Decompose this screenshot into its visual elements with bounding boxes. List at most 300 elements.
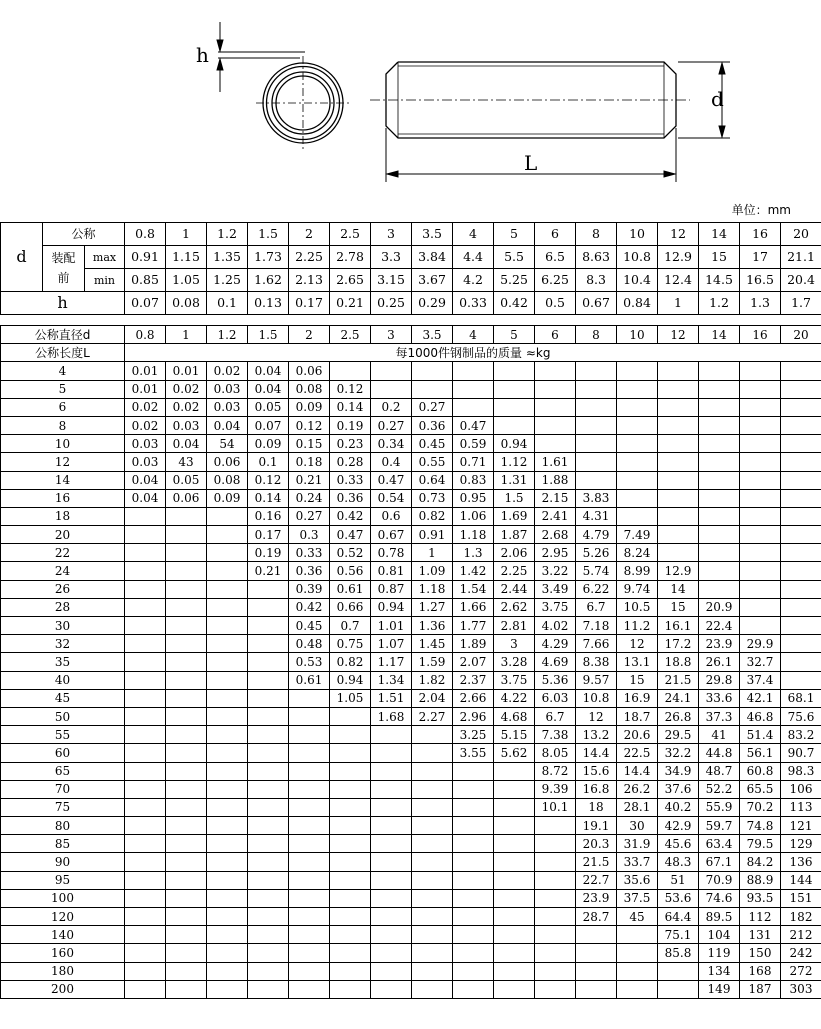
mass-value: 104 bbox=[699, 926, 740, 944]
table-row bbox=[1, 453, 821, 471]
mass-value: 151 bbox=[781, 889, 821, 907]
mass-value: 90.7 bbox=[781, 744, 821, 762]
mass-value bbox=[330, 362, 371, 380]
unit-label: 单位：mm bbox=[731, 203, 791, 217]
mass-value bbox=[781, 453, 821, 471]
nominal-value: 8 bbox=[576, 223, 617, 246]
mass-value: 26.1 bbox=[699, 653, 740, 671]
mass-value bbox=[166, 526, 207, 544]
mass-value bbox=[453, 817, 494, 835]
mass-value: 106 bbox=[781, 780, 821, 798]
mass-value: 93.5 bbox=[740, 889, 781, 907]
length-value: 95 bbox=[1, 871, 125, 889]
mass-value bbox=[781, 435, 821, 453]
nominal-value: 16 bbox=[740, 223, 781, 246]
nominal-value: 4 bbox=[453, 223, 494, 246]
d-max-value: 1.73 bbox=[248, 246, 289, 269]
nominal-value: 1.5 bbox=[248, 223, 289, 246]
mass-value bbox=[125, 707, 166, 725]
mass-value bbox=[453, 835, 494, 853]
diameter-value: 5 bbox=[494, 326, 535, 344]
h-value: 0.84 bbox=[617, 292, 658, 315]
mass-value bbox=[166, 889, 207, 907]
mass-value: 0.59 bbox=[453, 435, 494, 453]
length-value: 50 bbox=[1, 707, 125, 725]
mass-value: 1.51 bbox=[371, 689, 412, 707]
mass-table bbox=[0, 325, 821, 999]
nominal-value: 0.8 bbox=[125, 223, 166, 246]
mass-value: 16.8 bbox=[576, 780, 617, 798]
mass-value: 20.9 bbox=[699, 598, 740, 616]
mass-value: 144 bbox=[781, 871, 821, 889]
d-min-value: 10.4 bbox=[617, 269, 658, 292]
d-min-value: 2.65 bbox=[330, 269, 371, 292]
mass-value bbox=[371, 362, 412, 380]
mass-value bbox=[699, 544, 740, 562]
mass-value bbox=[576, 471, 617, 489]
mass-value: 0.71 bbox=[453, 453, 494, 471]
mass-value: 1.12 bbox=[494, 453, 535, 471]
mass-value: 1.05 bbox=[330, 689, 371, 707]
mass-value: 1.17 bbox=[371, 653, 412, 671]
mass-value bbox=[371, 780, 412, 798]
nominal-value: 2.5 bbox=[330, 223, 371, 246]
mass-value: 0.28 bbox=[330, 453, 371, 471]
diameter-value: 1.2 bbox=[207, 326, 248, 344]
length-value: 12 bbox=[1, 453, 125, 471]
mass-value: 67.1 bbox=[699, 853, 740, 871]
mass-value bbox=[740, 398, 781, 416]
nominal-value: 6 bbox=[535, 223, 576, 246]
mass-value bbox=[207, 780, 248, 798]
mass-value: 0.12 bbox=[330, 380, 371, 398]
mass-value: 15 bbox=[658, 598, 699, 616]
length-value: 180 bbox=[1, 962, 125, 980]
mass-value: 0.36 bbox=[330, 489, 371, 507]
mass-value: 14 bbox=[658, 580, 699, 598]
table-row bbox=[1, 835, 821, 853]
length-value: 45 bbox=[1, 689, 125, 707]
table-row bbox=[1, 635, 821, 653]
mass-value bbox=[453, 926, 494, 944]
mass-value bbox=[781, 617, 821, 635]
diameter-value: 4 bbox=[453, 326, 494, 344]
mass-value bbox=[207, 744, 248, 762]
mass-value bbox=[371, 980, 412, 998]
mass-value: 0.02 bbox=[125, 416, 166, 434]
mass-value bbox=[658, 435, 699, 453]
d-max-value: 12.9 bbox=[658, 246, 699, 269]
length-value: 10 bbox=[1, 435, 125, 453]
mass-value: 75.6 bbox=[781, 707, 821, 725]
table-row bbox=[1, 671, 821, 689]
mass-value bbox=[699, 416, 740, 434]
mass-value bbox=[207, 707, 248, 725]
mass-value bbox=[330, 780, 371, 798]
mass-value: 0.55 bbox=[412, 453, 453, 471]
mass-value bbox=[330, 871, 371, 889]
diameter-value: 3 bbox=[371, 326, 412, 344]
mass-value bbox=[166, 562, 207, 580]
mass-value: 42.9 bbox=[658, 817, 699, 835]
mass-value bbox=[535, 362, 576, 380]
mass-value: 33.6 bbox=[699, 689, 740, 707]
mass-value bbox=[781, 653, 821, 671]
length-value: 4 bbox=[1, 362, 125, 380]
mass-value: 4.29 bbox=[535, 635, 576, 653]
nominal-value: 3 bbox=[371, 223, 412, 246]
mass-value: 23.9 bbox=[699, 635, 740, 653]
mass-value bbox=[494, 962, 535, 980]
mass-value: 10.5 bbox=[617, 598, 658, 616]
mass-value: 272 bbox=[781, 962, 821, 980]
mass-value bbox=[125, 671, 166, 689]
table-row bbox=[1, 398, 821, 416]
mass-value bbox=[248, 817, 289, 835]
mass-value: 212 bbox=[781, 926, 821, 944]
mass-value: 0.14 bbox=[330, 398, 371, 416]
mass-value bbox=[576, 980, 617, 998]
mass-value bbox=[412, 926, 453, 944]
table-row bbox=[1, 580, 821, 598]
mass-value: 33.7 bbox=[617, 853, 658, 871]
h-value: 0.17 bbox=[289, 292, 330, 315]
spec-max-row bbox=[1, 246, 821, 269]
mass-value: 9.74 bbox=[617, 580, 658, 598]
mass-value bbox=[494, 871, 535, 889]
mass-value: 0.75 bbox=[330, 635, 371, 653]
mass-value: 0.27 bbox=[289, 507, 330, 525]
mass-value bbox=[371, 817, 412, 835]
mass-value: 31.9 bbox=[617, 835, 658, 853]
length-value: 60 bbox=[1, 744, 125, 762]
mass-value: 0.09 bbox=[248, 435, 289, 453]
mass-value bbox=[781, 562, 821, 580]
mass-value: 0.95 bbox=[453, 489, 494, 507]
mass-value: 2.37 bbox=[453, 671, 494, 689]
mass-value: 28.1 bbox=[617, 798, 658, 816]
mass-value: 83.2 bbox=[781, 726, 821, 744]
mass-value: 4.22 bbox=[494, 689, 535, 707]
d-max-value: 17 bbox=[740, 246, 781, 269]
nominal-value: 2 bbox=[289, 223, 330, 246]
mass-value bbox=[125, 926, 166, 944]
mass-value bbox=[535, 944, 576, 962]
mass-value bbox=[166, 835, 207, 853]
mass-value: 21.5 bbox=[576, 853, 617, 871]
length-value: 22 bbox=[1, 544, 125, 562]
mass-value: 0.66 bbox=[330, 598, 371, 616]
mass-value bbox=[617, 435, 658, 453]
mass-value bbox=[371, 908, 412, 926]
mass-value: 2.27 bbox=[412, 707, 453, 725]
mass-value bbox=[453, 398, 494, 416]
mass-value: 6.03 bbox=[535, 689, 576, 707]
mass-value bbox=[494, 380, 535, 398]
mass-value: 0.87 bbox=[371, 580, 412, 598]
mass-value bbox=[371, 944, 412, 962]
diameter-value: 0.8 bbox=[125, 326, 166, 344]
mass-value bbox=[781, 507, 821, 525]
mass-value bbox=[207, 562, 248, 580]
table-row bbox=[1, 526, 821, 544]
mass-value bbox=[535, 962, 576, 980]
length-header: 公称长度L bbox=[1, 344, 125, 362]
mass-value bbox=[781, 380, 821, 398]
mass-value: 28.7 bbox=[576, 908, 617, 926]
mass-value bbox=[207, 580, 248, 598]
mass-value bbox=[617, 489, 658, 507]
mass-value bbox=[207, 817, 248, 835]
mass-value bbox=[371, 762, 412, 780]
d-min-value: 3.67 bbox=[412, 269, 453, 292]
mass-value: 6.22 bbox=[576, 580, 617, 598]
mass-value bbox=[412, 889, 453, 907]
mass-caption-row bbox=[1, 344, 821, 362]
mass-value bbox=[207, 598, 248, 616]
nominal-value: 20 bbox=[781, 223, 821, 246]
mass-value: 0.47 bbox=[371, 471, 412, 489]
mass-value bbox=[248, 744, 289, 762]
mass-value bbox=[166, 726, 207, 744]
mass-value: 8.99 bbox=[617, 562, 658, 580]
mass-value bbox=[535, 980, 576, 998]
nominal-value: 3.5 bbox=[412, 223, 453, 246]
mass-value bbox=[289, 726, 330, 744]
mass-value: 0.04 bbox=[125, 471, 166, 489]
mass-value: 1.77 bbox=[453, 617, 494, 635]
mass-value: 4.79 bbox=[576, 526, 617, 544]
mass-value: 1.89 bbox=[453, 635, 494, 653]
mass-value bbox=[412, 908, 453, 926]
mass-value bbox=[207, 635, 248, 653]
mass-value: 2.07 bbox=[453, 653, 494, 671]
mass-value: 85.8 bbox=[658, 944, 699, 962]
mass-value bbox=[494, 926, 535, 944]
mass-value: 19.1 bbox=[576, 817, 617, 835]
mass-value: 2.04 bbox=[412, 689, 453, 707]
min-label: min bbox=[85, 269, 125, 292]
mass-value bbox=[166, 653, 207, 671]
mass-value: 182 bbox=[781, 908, 821, 926]
mass-value: 0.21 bbox=[289, 471, 330, 489]
mass-value: 0.05 bbox=[166, 471, 207, 489]
mass-value bbox=[330, 926, 371, 944]
mass-value bbox=[535, 871, 576, 889]
length-value: 70 bbox=[1, 780, 125, 798]
mass-value: 37.3 bbox=[699, 707, 740, 725]
table-row bbox=[1, 762, 821, 780]
mass-value: 48.7 bbox=[699, 762, 740, 780]
length-value: 160 bbox=[1, 944, 125, 962]
mass-value bbox=[125, 798, 166, 816]
mass-value: 0.07 bbox=[248, 416, 289, 434]
mass-value bbox=[207, 944, 248, 962]
length-value: 16 bbox=[1, 489, 125, 507]
mass-value bbox=[330, 707, 371, 725]
mass-value bbox=[330, 908, 371, 926]
mass-value bbox=[248, 617, 289, 635]
mass-value: 0.47 bbox=[330, 526, 371, 544]
mass-value bbox=[617, 980, 658, 998]
mass-value bbox=[453, 962, 494, 980]
d-max-value: 10.8 bbox=[617, 246, 658, 269]
mass-value: 0.56 bbox=[330, 562, 371, 580]
mass-value: 2.66 bbox=[453, 689, 494, 707]
diameter-value: 12 bbox=[658, 326, 699, 344]
mass-value bbox=[371, 726, 412, 744]
mass-value bbox=[576, 398, 617, 416]
mass-value bbox=[535, 398, 576, 416]
mass-value bbox=[207, 798, 248, 816]
mass-value: 0.03 bbox=[207, 398, 248, 416]
mass-value: 0.45 bbox=[289, 617, 330, 635]
mass-value: 131 bbox=[740, 926, 781, 944]
mass-value bbox=[699, 398, 740, 416]
mass-value bbox=[166, 544, 207, 562]
mass-value bbox=[740, 580, 781, 598]
mass-value: 136 bbox=[781, 853, 821, 871]
mass-value: 7.49 bbox=[617, 526, 658, 544]
mass-value bbox=[453, 889, 494, 907]
mass-value: 4.02 bbox=[535, 617, 576, 635]
mass-value bbox=[535, 435, 576, 453]
mass-value bbox=[658, 416, 699, 434]
mass-value bbox=[371, 962, 412, 980]
mass-value bbox=[248, 780, 289, 798]
mass-value: 0.36 bbox=[289, 562, 330, 580]
mass-value: 0.02 bbox=[166, 398, 207, 416]
mass-value: 12.9 bbox=[658, 562, 699, 580]
mass-value: 1.42 bbox=[453, 562, 494, 580]
mass-value bbox=[207, 980, 248, 998]
mass-value: 0.81 bbox=[371, 562, 412, 580]
mass-value bbox=[740, 526, 781, 544]
mass-value: 0.82 bbox=[330, 653, 371, 671]
mass-value bbox=[781, 526, 821, 544]
mass-value: 1.54 bbox=[453, 580, 494, 598]
mass-value: 3.83 bbox=[576, 489, 617, 507]
mass-value bbox=[699, 580, 740, 598]
mass-value bbox=[617, 453, 658, 471]
h-value: 0.42 bbox=[494, 292, 535, 315]
mass-value bbox=[289, 835, 330, 853]
d-min-value: 0.85 bbox=[125, 269, 166, 292]
mass-value: 0.01 bbox=[125, 362, 166, 380]
table-row bbox=[1, 926, 821, 944]
d-max-value: 1.35 bbox=[207, 246, 248, 269]
mass-value bbox=[576, 926, 617, 944]
mass-value bbox=[740, 380, 781, 398]
mass-value: 20.6 bbox=[617, 726, 658, 744]
mass-value: 29.5 bbox=[658, 726, 699, 744]
mass-value bbox=[248, 853, 289, 871]
mass-value bbox=[576, 962, 617, 980]
mass-value: 0.33 bbox=[289, 544, 330, 562]
mass-value bbox=[494, 780, 535, 798]
mass-value bbox=[412, 853, 453, 871]
mass-value: 0.47 bbox=[453, 416, 494, 434]
mass-value bbox=[248, 653, 289, 671]
mass-value bbox=[535, 416, 576, 434]
mass-value: 26.8 bbox=[658, 707, 699, 725]
mass-value: 0.04 bbox=[248, 362, 289, 380]
mass-value: 21.5 bbox=[658, 671, 699, 689]
mass-value bbox=[248, 671, 289, 689]
mass-value: 5.74 bbox=[576, 562, 617, 580]
mass-value: 0.09 bbox=[289, 398, 330, 416]
mass-value: 18.8 bbox=[658, 653, 699, 671]
d-min-value: 6.25 bbox=[535, 269, 576, 292]
table-row bbox=[1, 653, 821, 671]
mass-value bbox=[453, 798, 494, 816]
mass-value: 0.27 bbox=[412, 398, 453, 416]
mass-value bbox=[617, 416, 658, 434]
mass-value bbox=[412, 944, 453, 962]
h-value: 0.5 bbox=[535, 292, 576, 315]
d-min-value: 16.5 bbox=[740, 269, 781, 292]
mass-value: 0.23 bbox=[330, 435, 371, 453]
mass-value: 4.69 bbox=[535, 653, 576, 671]
mass-value bbox=[166, 744, 207, 762]
mass-value: 0.52 bbox=[330, 544, 371, 562]
mass-value bbox=[330, 835, 371, 853]
mass-value bbox=[248, 835, 289, 853]
mass-value bbox=[412, 744, 453, 762]
mass-value bbox=[740, 471, 781, 489]
mass-value bbox=[166, 798, 207, 816]
mass-value: 7.18 bbox=[576, 617, 617, 635]
mass-value bbox=[125, 780, 166, 798]
diameter-value: 16 bbox=[740, 326, 781, 344]
mass-value bbox=[453, 908, 494, 926]
table-row bbox=[1, 744, 821, 762]
mass-value: 13.1 bbox=[617, 653, 658, 671]
length-value: 85 bbox=[1, 835, 125, 853]
mass-value: 42.1 bbox=[740, 689, 781, 707]
table-row bbox=[1, 798, 821, 816]
mass-value bbox=[125, 744, 166, 762]
length-value: 120 bbox=[1, 908, 125, 926]
d-max-value: 1.15 bbox=[166, 246, 207, 269]
mass-value bbox=[125, 544, 166, 562]
mass-value: 74.8 bbox=[740, 817, 781, 835]
mass-value bbox=[699, 562, 740, 580]
mass-value: 1.09 bbox=[412, 562, 453, 580]
d-max-value: 2.78 bbox=[330, 246, 371, 269]
mass-value: 8.38 bbox=[576, 653, 617, 671]
mass-value: 2.62 bbox=[494, 598, 535, 616]
mass-value: 1.3 bbox=[453, 544, 494, 562]
mass-value bbox=[207, 689, 248, 707]
mass-value: 15 bbox=[617, 671, 658, 689]
mass-value: 0.06 bbox=[207, 453, 248, 471]
mass-value bbox=[453, 380, 494, 398]
mass-value: 1.34 bbox=[371, 671, 412, 689]
mass-value bbox=[617, 507, 658, 525]
mass-value: 32.7 bbox=[740, 653, 781, 671]
mass-value bbox=[166, 926, 207, 944]
mass-value bbox=[207, 653, 248, 671]
mass-value bbox=[125, 871, 166, 889]
mass-value: 51 bbox=[658, 871, 699, 889]
mass-value bbox=[207, 526, 248, 544]
mass-value: 2.68 bbox=[535, 526, 576, 544]
table-row bbox=[1, 507, 821, 525]
mass-value: 1.5 bbox=[494, 489, 535, 507]
table-row bbox=[1, 380, 821, 398]
mass-value bbox=[207, 671, 248, 689]
